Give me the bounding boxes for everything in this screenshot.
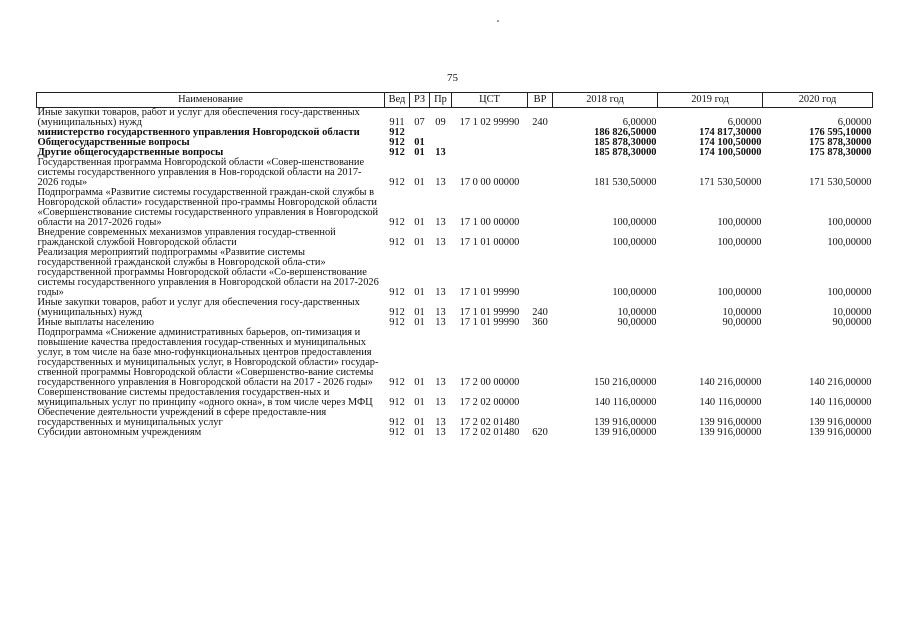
row-vr: 240 xyxy=(532,117,548,128)
row-vr: 240 xyxy=(532,307,548,318)
row-amount-2020: 176 595,10000 xyxy=(809,127,872,138)
row-amount-2018: 181 530,50000 xyxy=(594,177,657,188)
row-vr xyxy=(528,188,553,228)
row-name: Другие общегосударственные вопросы xyxy=(37,147,224,158)
row-amount-2020: 139 916,00000 xyxy=(809,417,872,428)
row-ved: 912 xyxy=(389,137,405,148)
table-header-row xyxy=(37,93,873,108)
row-rz: 01 xyxy=(414,237,425,248)
row-name: Реализация мероприятий подпрограммы «Развитие системы государственной гражданской службы в Новгородской обла-сти» государственной программы Новгородской области «Со-вершенствование системы государственного управления в Новгородской области на 2017-2026 годы» xyxy=(37,247,379,298)
row-rz: 01 xyxy=(414,397,425,408)
row-cst: 17 1 01 99990 xyxy=(459,287,520,298)
row-amount-2019: 139 916,00000 xyxy=(699,417,762,428)
row-pr: 13 xyxy=(435,307,446,318)
row-name: Субсидии автономным учреждениям xyxy=(37,427,202,438)
row-cst xyxy=(452,128,528,138)
row-amount-2018: 100,00000 xyxy=(612,287,657,298)
row-ved: 912 xyxy=(389,427,405,438)
row-rz: 01 xyxy=(414,287,425,298)
row-vr xyxy=(528,408,553,428)
row-amount-2020: 175 878,30000 xyxy=(809,147,872,158)
row-cst: 17 1 01 99990 xyxy=(459,307,520,318)
row-amount-2019: 100,00000 xyxy=(717,237,762,248)
header-name: Наименование xyxy=(37,93,385,108)
row-rz: 01 xyxy=(414,377,425,388)
row-amount-2019: 140 116,00000 xyxy=(699,397,762,408)
row-amount-2020: 140 116,00000 xyxy=(809,397,872,408)
row-amount-2019: 6,00000 xyxy=(727,117,762,128)
row-ved: 912 xyxy=(389,417,405,428)
row-vr xyxy=(528,228,553,248)
row-vr xyxy=(528,128,553,138)
row-pr: 13 xyxy=(435,317,446,328)
row-vr xyxy=(528,148,553,158)
row-cst: 17 1 02 99990 xyxy=(459,117,520,128)
table-row xyxy=(37,228,873,248)
row-vr: 360 xyxy=(532,317,548,328)
row-vr xyxy=(528,388,553,408)
row-name: Внедрение современных механизмов управления государ-ственной гражданской службой Новгородской области xyxy=(37,227,336,248)
header-pr: Пр xyxy=(430,93,452,108)
row-vr xyxy=(528,158,553,188)
row-amount-2018: 150 216,00000 xyxy=(594,377,657,388)
row-amount-2020: 139 916,00000 xyxy=(809,427,872,438)
header-2018: 2018 год xyxy=(553,93,658,108)
row-cst: 17 1 00 00000 xyxy=(459,217,520,228)
row-name: Иные закупки товаров, работ и услуг для обеспечения госу-дарственных (муниципальных) нужд xyxy=(37,107,360,128)
row-amount-2019: 100,00000 xyxy=(717,287,762,298)
row-amount-2018: 185 878,30000 xyxy=(594,137,657,148)
row-ved: 912 xyxy=(389,177,405,188)
row-pr: 13 xyxy=(435,427,446,438)
table-row xyxy=(37,108,873,129)
row-ved: 912 xyxy=(389,127,405,138)
budget-table xyxy=(36,92,873,438)
row-amount-2020: 10,00000 xyxy=(832,307,872,318)
row-name: Подпрограмма «Снижение административных барьеров, оп-тимизация и повышение качества предоставления государ-ственных и муниципальных услуг, в том числе на базе мно-гофункциональных центров предоставления государственных и муниципальных услуг, в Новгородской области» государ-ственной программы Новгородской области «Совершенство-вание системы государственного управления в Новгородской области на 2017 - 2026 годы» xyxy=(37,327,379,388)
row-ved: 912 xyxy=(389,377,405,388)
header-ved: Вед xyxy=(385,93,410,108)
row-ved: 912 xyxy=(389,217,405,228)
table-row xyxy=(37,388,873,408)
table-row xyxy=(37,328,873,388)
row-pr: 09 xyxy=(435,117,446,128)
row-pr: 13 xyxy=(435,287,446,298)
row-name: Общегосударственные вопросы xyxy=(37,137,190,148)
row-name: Совершенствование системы предоставления государствен-ных и муниципальных услуг по принципу «одного окна», в том числе через МФЦ xyxy=(37,387,373,408)
row-vr xyxy=(528,138,553,148)
row-cst xyxy=(452,148,528,158)
header-2019: 2019 год xyxy=(658,93,763,108)
row-amount-2020: 6,00000 xyxy=(837,117,872,128)
row-amount-2018: 139 916,00000 xyxy=(594,427,657,438)
row-pr: 13 xyxy=(435,177,446,188)
row-rz: 01 xyxy=(414,217,425,228)
row-name: министерство государственного управления Новгородской области xyxy=(37,127,360,138)
table-row xyxy=(37,248,873,298)
row-ved: 912 xyxy=(389,397,405,408)
row-amount-2019: 100,00000 xyxy=(717,217,762,228)
row-amount-2018: 186 826,50000 xyxy=(594,127,657,138)
table-row xyxy=(37,298,873,318)
row-amount-2019: 140 216,00000 xyxy=(699,377,762,388)
row-pr: 13 xyxy=(435,417,446,428)
row-cst: 17 1 01 99990 xyxy=(459,317,520,328)
row-pr xyxy=(430,128,452,138)
row-ved: 912 xyxy=(389,237,405,248)
row-rz: 01 xyxy=(414,307,425,318)
row-rz: 01 xyxy=(414,137,425,148)
row-amount-2018: 100,00000 xyxy=(612,237,657,248)
row-amount-2018: 10,00000 xyxy=(617,307,657,318)
page-number: 75 xyxy=(447,72,458,84)
row-vr xyxy=(528,248,553,298)
row-vr: 620 xyxy=(532,427,548,438)
row-cst: 17 2 02 00000 xyxy=(459,397,520,408)
row-amount-2020: 175 878,30000 xyxy=(809,137,872,148)
row-pr: 13 xyxy=(435,237,446,248)
row-name: Обеспечение деятельности учреждений в сфере предоставле-ния государственных и муниципальных услуг xyxy=(37,407,327,428)
row-cst: 17 1 01 00000 xyxy=(459,237,520,248)
row-amount-2019: 90,00000 xyxy=(722,317,762,328)
row-amount-2018: 185 878,30000 xyxy=(594,147,657,158)
row-pr: 13 xyxy=(435,217,446,228)
row-cst: 17 2 02 01480 xyxy=(459,427,520,438)
row-name: Иные выплаты населению xyxy=(37,317,155,328)
row-cst: 17 2 00 00000 xyxy=(459,377,520,388)
row-amount-2019: 10,00000 xyxy=(722,307,762,318)
row-rz: 07 xyxy=(414,117,425,128)
header-vr: ВР xyxy=(528,93,553,108)
row-ved: 912 xyxy=(389,317,405,328)
row-rz: 01 xyxy=(414,317,425,328)
table-row xyxy=(37,408,873,428)
table-row xyxy=(37,158,873,188)
row-amount-2020: 140 216,00000 xyxy=(809,377,872,388)
row-amount-2019: 171 530,50000 xyxy=(699,177,762,188)
row-cst: 17 0 00 00000 xyxy=(459,177,520,188)
row-rz: 01 xyxy=(414,427,425,438)
scan-speck xyxy=(497,20,499,22)
table-row xyxy=(37,428,873,438)
row-amount-2018: 6,00000 xyxy=(622,117,657,128)
row-name: Подпрограмма «Развитие системы государственной граждан-ской службы в Новгородской области» государственной про-граммы Новгородской области «Совершенствование системы государственного управления в Новгородской области на 2017-2026 годы» xyxy=(37,187,379,228)
row-cst xyxy=(452,138,528,148)
row-ved: 912 xyxy=(389,287,405,298)
header-2020: 2020 год xyxy=(763,93,873,108)
row-vr xyxy=(528,328,553,388)
row-rz: 01 xyxy=(414,177,425,188)
table-body xyxy=(37,108,873,439)
row-amount-2018: 90,00000 xyxy=(617,317,657,328)
header-rz: РЗ xyxy=(410,93,430,108)
row-amount-2019: 174 817,30000 xyxy=(699,127,762,138)
row-amount-2020: 100,00000 xyxy=(827,287,872,298)
row-amount-2018: 139 916,00000 xyxy=(594,417,657,428)
row-pr: 13 xyxy=(435,397,446,408)
row-ved: 911 xyxy=(389,117,405,128)
row-name: Иные закупки товаров, работ и услуг для обеспечения госу-дарственных (муниципальных) нужд xyxy=(37,297,360,318)
row-cst: 17 2 02 01480 xyxy=(459,417,520,428)
row-amount-2020: 100,00000 xyxy=(827,217,872,228)
row-amount-2020: 90,00000 xyxy=(832,317,872,328)
table-row xyxy=(37,188,873,228)
row-amount-2020: 100,00000 xyxy=(827,237,872,248)
row-pr: 13 xyxy=(435,147,446,158)
row-amount-2019: 139 916,00000 xyxy=(699,427,762,438)
row-ved: 912 xyxy=(389,147,405,158)
row-amount-2019: 174 100,50000 xyxy=(699,137,762,148)
row-amount-2020: 171 530,50000 xyxy=(809,177,872,188)
row-amount-2018: 100,00000 xyxy=(612,217,657,228)
row-ved: 912 xyxy=(389,307,405,318)
row-pr: 13 xyxy=(435,377,446,388)
row-rz: 01 xyxy=(414,147,425,158)
row-name: Государственная программа Новгородской области «Совер-шенствование системы государственного управления в Нов-городской области на 2017-2026 годы» xyxy=(37,157,365,188)
row-amount-2019: 174 100,50000 xyxy=(699,147,762,158)
header-cst: ЦСТ xyxy=(452,93,528,108)
row-rz: 01 xyxy=(414,417,425,428)
row-amount-2018: 140 116,00000 xyxy=(594,397,657,408)
